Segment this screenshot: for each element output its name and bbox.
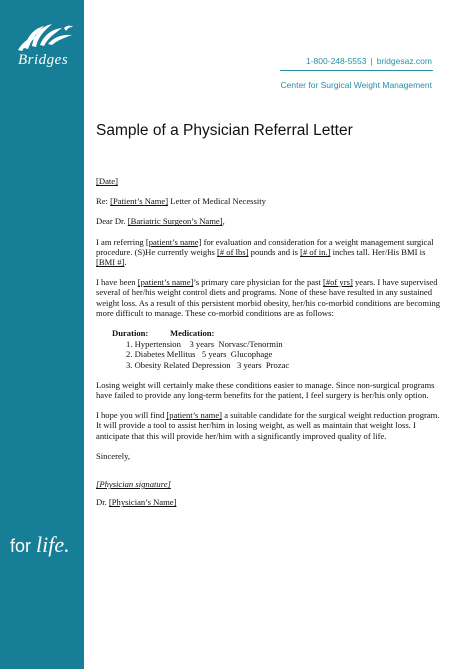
- p2-text: I have been: [96, 277, 136, 288]
- p1-text: for evaluation and consideration for a weight management surgical procedure. (S)He currently weighs: [96, 236, 434, 257]
- physician-name-placeholder: [Physician’s Name]: [108, 497, 177, 508]
- signature-line: [96, 479, 441, 489]
- tagline-for: for: [10, 536, 32, 556]
- header-divider: [280, 70, 433, 71]
- closing: Sincerely,: [96, 450, 131, 461]
- list-item: 2. Diabetes Mellitus 5 years Glucophage: [126, 349, 273, 360]
- re-text: Letter of Medical Necessity: [170, 196, 266, 207]
- website: bridgesaz.com: [376, 56, 432, 66]
- p4-text: a suitable candidate for the surgical weight reduction program. It will provide a tool to assist her/him in losing weight, as well as maintain that weight loss. I anticipate that this will provide her/him with a significantly improved quality of life.: [96, 410, 440, 441]
- weight-placeholder: [# of lbs]: [217, 246, 249, 257]
- paragraph-surgery: Losing weight will certainly make these conditions easier to manage. Since non-surgical programs have failed to provide any long-term benefits for the patient, I feel surgery is her/his only option.: [96, 379, 435, 401]
- brand-sidebar: [0, 0, 84, 669]
- years-placeholder: [#of yrs]: [322, 277, 353, 288]
- date-line: [96, 176, 441, 186]
- p1-text: pounds and is: [250, 246, 298, 257]
- p1-text: inches tall. Her/His BMI is: [332, 246, 426, 257]
- leaf-burst-icon: [14, 22, 76, 52]
- contact-separator: |: [370, 56, 373, 66]
- list-item: 3. Obesity Related Depression 3 years Prozac: [126, 359, 290, 370]
- p4-text: I hope you will find: [96, 410, 165, 421]
- medication-heading: Medication:: [170, 328, 215, 339]
- patient-name-placeholder: [patient’s name]: [137, 277, 194, 288]
- page-title: Sample of a Physician Referral Letter: [96, 122, 353, 139]
- bmi-placeholder: [BMI #]: [96, 257, 125, 268]
- surgeon-name-placeholder: [Bariatric Surgeon’s Name]: [127, 216, 223, 227]
- tagline: [10, 532, 70, 558]
- signoff: [96, 497, 441, 507]
- paragraph-history: [96, 277, 441, 318]
- date-placeholder: [Date]: [96, 176, 118, 186]
- p1-text: .: [124, 257, 127, 268]
- duration-heading: Duration:: [112, 328, 149, 339]
- paragraph-referral: [96, 237, 441, 268]
- conditions-header: [112, 328, 441, 338]
- contact-line: [306, 56, 432, 66]
- p1-text: I am referring: [96, 236, 144, 247]
- center-name: Center for Surgical Weight Management: [280, 80, 432, 90]
- letter-body: [96, 176, 441, 517]
- signoff-start: Dr.: [96, 497, 107, 508]
- re-label: Re:: [96, 196, 108, 207]
- salutation: [96, 216, 441, 226]
- conditions-list: [126, 339, 441, 370]
- list-item: 1. Hypertension 3 years Norvasc/Tenormin: [126, 339, 283, 350]
- p2-text: years. I have supervised several of her/his weight control diets and programs. None of these have resulted in any sustained weight loss. As a result of this persistent morbid obesity, her/his co-morbid conditions are becoming more difficult to manage. These co-morbid conditions are as follows:: [96, 277, 441, 318]
- p2-text: ’s primary care physician for the past: [193, 277, 321, 288]
- phone-number: 1-800-248-5553: [306, 56, 367, 66]
- salutation-start: Dear Dr.: [96, 216, 126, 227]
- re-patient-placeholder: [Patient’s Name]: [110, 196, 169, 207]
- patient-name-placeholder: [patient’s name]: [145, 236, 202, 247]
- signature-placeholder: [Physician signature]: [96, 479, 171, 490]
- salutation-end: ,: [222, 216, 225, 227]
- paragraph-closing-hope: [96, 410, 441, 441]
- patient-name-placeholder: [patient’s name]: [166, 410, 223, 421]
- re-line: [96, 196, 441, 206]
- bridges-logo: [8, 22, 78, 72]
- logo-wordmark: Bridges: [18, 52, 69, 68]
- tagline-life: life.: [36, 532, 70, 557]
- height-placeholder: [# of in.]: [300, 246, 331, 257]
